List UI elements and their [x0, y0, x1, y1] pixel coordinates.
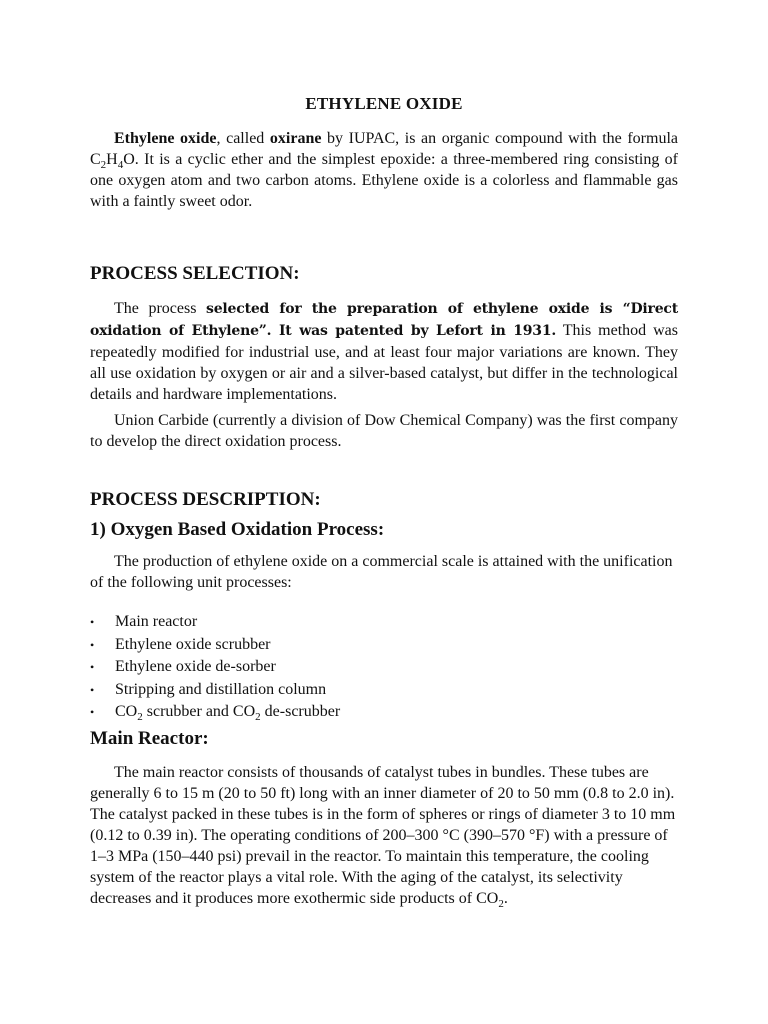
process-description-heading: PROCESS DESCRIPTION:: [90, 489, 321, 510]
document-title: ETHYLENE OXIDE: [305, 94, 463, 113]
list-item: • Main reactor: [90, 611, 678, 634]
list-item: • Stripping and distillation column: [90, 679, 678, 702]
bullet-icon: •: [90, 637, 95, 652]
bullet-icon: •: [90, 615, 95, 629]
term-ethylene-oxide: Ethylene oxide: [114, 130, 217, 147]
main-reactor-heading: Main Reactor:: [90, 728, 209, 749]
bullet-icon: •: [90, 705, 95, 719]
process-selection-paragraph-1: The process selected for the preparation of ethylene oxide is “Direct oxidation of Ethylene”. It was patented by Lefort in 1931. This method was repeatedly modified for industrial use, and at least four major variations are known. They all use oxidation by oxygen or air and a silver-based catalyst, but differ in the technological details and hardware implementations.: [90, 300, 679, 403]
list-item: • Ethylene oxide de-sorber: [90, 656, 678, 679]
process-selection-heading: PROCESS SELECTION:: [90, 263, 300, 284]
oxygen-process-subheading: 1) Oxygen Based Oxidation Process:: [90, 519, 385, 540]
intro-paragraph: Ethylene oxide, called oxirane by IUPAC, is an organic compound with the formula $C_2H_4O$. It is a cyclic ether and the simplest epoxide: a three-membered ring consisting of one oxygen atom and two carbon atoms. Ethylene oxide is a colorless and flammable gas with a faintly sweet odor.: [90, 130, 679, 210]
unit-process-list: [90, 611, 678, 724]
direct-oxidation-highlight: selected for the preparation of ethylene oxide is “Direct oxidation of Ethylene”. It was patented by Lefort in 1931.: [90, 301, 679, 339]
process-selection-paragraph-2: Union Carbide (currently a division of Dow Chemical Company) was the first company to develop the direct oxidation process.: [90, 412, 678, 450]
bullet-icon: •: [90, 660, 95, 674]
list-item: • Ethylene oxide scrubber: [90, 634, 678, 657]
list-item: • $CO_2$ scrubber and $CO_2$ de-scrubber: [90, 703, 341, 724]
term-oxirane: oxirane: [269, 130, 322, 147]
bullet-icon: •: [90, 682, 95, 697]
main-reactor-paragraph: The main reactor consists of thousands of catalyst tubes in bundles. These tubes are generally 6 to 15 m (20 to 50 ft) long with an inner diameter of 20 to 50 mm (0.8 to 2.0 in). The catalyst packed in these tubes is in the form of spheres or rings of diameter 3 to 10 mm (0.12 to 0.39 in). The operating conditions of 200–300 °C (390–570 °F) with a pressure of 1–3 MPa (150–440 psi) prevail in the reactor. To maintain this temperature, the cooling system of the reactor plays a vital role. With the aging of the catalyst, its selectivity decreases and it produces more exothermic side products of $CO_2$.: [90, 764, 676, 911]
process-description-intro: The production of ethylene oxide on a commercial scale is attained with the unification of the following unit processes:: [90, 553, 673, 591]
